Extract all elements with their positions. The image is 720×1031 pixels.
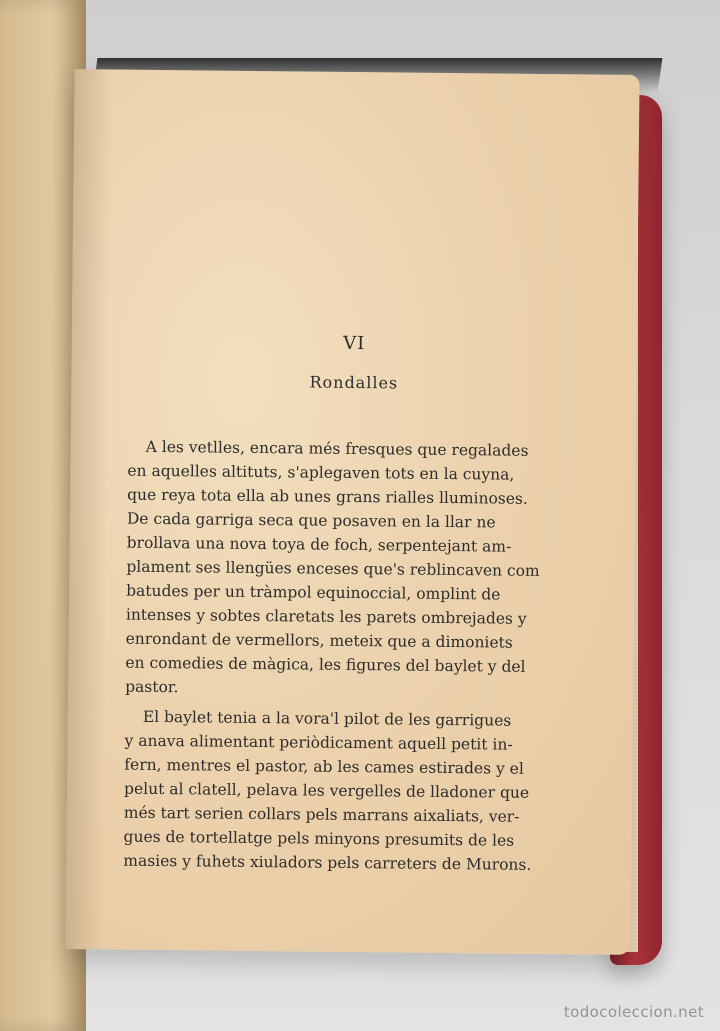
paragraph-1 xyxy=(125,435,558,703)
page-text xyxy=(65,69,639,955)
book-page xyxy=(65,69,639,955)
line: que reya tota ella ab unes grans rialles lluminoses. xyxy=(127,485,528,508)
line: plament ses llengües enceses que's reblincaven com xyxy=(126,557,540,580)
chapter-title: Rondalles xyxy=(309,372,399,393)
line: pastor. xyxy=(125,677,179,697)
line: A les vetlles, encara més fresques que regalades xyxy=(145,437,529,460)
line: masies y fuhets xiuladors pels carreters de Murons. xyxy=(123,851,532,874)
line: brollava una nova toya de foch, serpentejant am- xyxy=(126,533,512,556)
chapter-number: VI xyxy=(343,332,366,355)
line: batudes per un tràmpol equinoccial, omplint de xyxy=(126,581,501,604)
line: en aquelles altituts, s'aplegaven tots en la cuyna, xyxy=(127,461,515,484)
line: més tart serien collars pels marrans aixaliats, ver- xyxy=(123,803,520,826)
line: intenses y sobtes claretats les parets ombrejades y xyxy=(125,605,527,628)
line: pelut al clatell, pelava les vergelles de lladoner que xyxy=(123,779,530,802)
line: fern, mentres el pastor, ab les cames estirades y el xyxy=(124,755,524,778)
chapter-body xyxy=(123,435,558,877)
paragraph-2 xyxy=(123,705,555,877)
line: De cada garriga seca que posaven en la llar ne xyxy=(126,509,496,532)
line: El baylet tenia a la vora'l pilot de les garrigues xyxy=(142,707,512,730)
line: gues de tortellatge pels minyons presumits de les xyxy=(123,827,515,850)
line: en comedies de màgica, les figures del baylet y del xyxy=(125,653,526,676)
line: enrondant de vermellors, meteix que a dimoniets xyxy=(125,629,513,652)
watermark: todocoleccion.net xyxy=(563,1003,704,1021)
line: y anava alimentant periòdicament aquell petit in- xyxy=(124,731,513,754)
